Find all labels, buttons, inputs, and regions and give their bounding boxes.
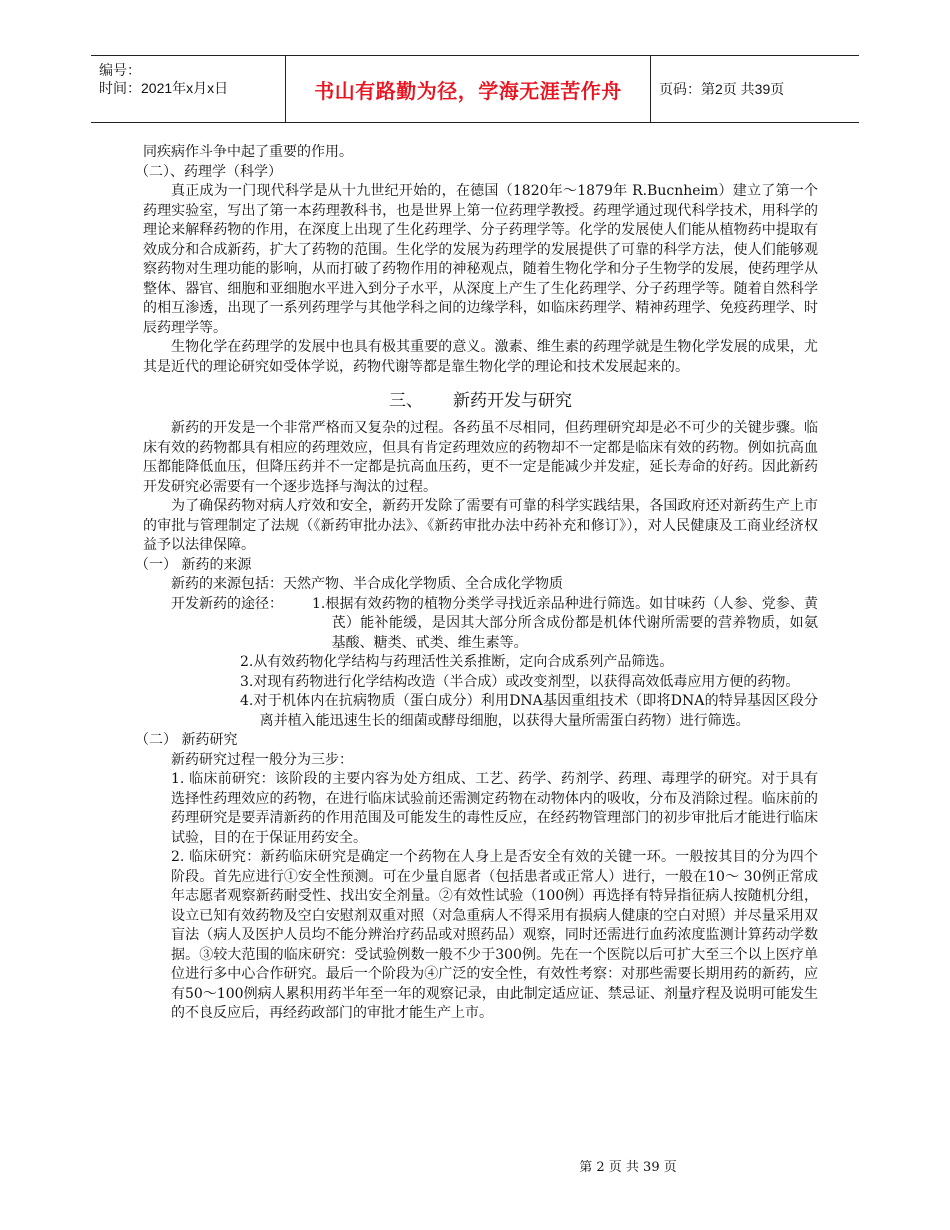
paragraph: 2. 临床研究：新药临床研究是确定一个药物在人身上是否安全有效的关键一环。一般按其目的分为四个阶段。首先应进行①安全性预测。可在少量自愿者（包括患者或正常人）进行，一般在10～ 30例正常成年志愿者观察新药耐受性、找出安全剂量。②有效性试验（100例）再选择有特异指征病人按随机分组，设立已知有效药物及空白安慰剂双重对照（对急重病人不得采用有损病人健康的空白对照）并尽量采用双盲法（病人及医护人员均不能分辨治疗药品或对照药品）观察，同时还需进行血药浓度监测计算药动学数据。③较大范围的临床研究：受试验例数一般不少于300例。先在一个医院以后可扩大至三个以上医疗单位进行多中心合作研究。最后一个阶段为④广泛的安全性，有效性考察：对那些需要长期用药的新药，应有50～100例病人累积用药半年至一年的观察记录，由此制定适应证、禁忌证、剂量疗程及说明可能发生的不良反应后，再经药政部门的审批才能生产上市。 — [171, 849, 818, 1021]
route-list — [143, 653, 818, 731]
header-motto: 书山有路勤为径，学海无涯苦作舟 — [286, 56, 651, 122]
route-item: 4.对于机体内在抗病物质（蛋白成分）利用DNA基因重组技术（即将DNA的特异基因区段分离并植入能迅速生长的细菌或酵母细胞，以获得大量所需蛋白药物）进行筛选。 — [240, 693, 818, 729]
header-page-info: 页码：第2页 共39页 — [659, 81, 785, 97]
paragraph: 1. 临床前研究：该阶段的主要内容为处方组成、工艺、药学、药剂学、药理、毒理学的研究。对于具有选择性药理效应的药物，在进行临床试验前还需测定药物在动物体内的吸收，分布及消除过程。临床前的药理研究是要弄清新药的作用范围及可能发生的毒性反应，在经药物管理部门的初步审批后才能进行临床试验，目的在于保证用药安全。 — [171, 771, 818, 846]
paragraph: 新药研究过程一般分为三步： — [171, 751, 353, 768]
chapter-title: 新药开发与研究 — [453, 391, 572, 411]
paragraph: 生物化学在药理学的发展中也具有极其重要的意义。激素、维生素的药理学就是生物化学发展的成果，尤其是近代的理论研究如受体学说，药物代谢等都是靠生物化学的理论和技术发展起来的。 — [143, 339, 818, 375]
document-body — [135, 143, 818, 1024]
page-header — [91, 55, 859, 123]
section-heading-drug-sources: （一） 新药的来源 — [135, 556, 252, 573]
header-left-cell — [91, 56, 286, 122]
paragraph: 同疾病作斗争中起了重要的作用。 — [143, 144, 353, 160]
section-heading-drug-research: （二） 新药研究 — [135, 732, 238, 748]
paragraph: 新药的来源包括：天然产物、半合成化学物质、全合成化学物质 — [171, 576, 563, 592]
document-date: 时间：2021年x月x日 — [99, 80, 229, 96]
page-footer: 第 2 页 共 39 页 — [579, 1160, 677, 1175]
paragraph: 新药的开发是一个非常严格而又复杂的过程。各药虽不尽相同，但药理研究却是必不可少的关键步骤。临床有效的药物都具有相应的药理效应，但具有肯定药理效应的药物却不一定都是临床有效的药物。例如抗高血压都能降低血压，但降压药并不一定都是抗高血压药，更不一定是能减少并发症，延长寿命的好药。因此新药开发研究必需要有一个逐步选择与淘汰的过程。 — [143, 420, 818, 495]
routes-label: 开发新药的途径： — [171, 595, 283, 612]
paragraph: 真正成为一门现代科学是从十九世纪开始的，在德国（1820年～1879年 R.Bucnheim）建立了第一个药理实验室，写出了第一本药理教科书，也是世界上第一位药理学教授。药理学通过现代科学技术，用科学的理论来解释药物的作用，在深度上出现了生化药理学、分子药理学等。化学的发展使人们能从植物药中提取有效成分和合成新药，扩大了药物的范围。生化学的发展为药理学的发展提供了可靠的科学方法，使人们能够观察药物对生理功能的影响，从而打破了药物作用的神秘观点，随着生物化学和分子生物学的发展，使药理学从整体、器官、细胞和亚细胞水平进入到分子水平，从深度上产生了生化药理学、分子药理学等。随着自然科学的相互渗透，出现了一系列药理学与其他学科之间的边缘学科，如临床药理学、精神药理学、免疫药理学、时辰药理学等。 — [143, 183, 818, 336]
paragraph: 为了确保药物对病人疗效和安全，新药开发除了需要有可靠的科学实践结果，各国政府还对新药生产上市的审批与管理制定了法规（《新药审批办法》、《新药审批办法中药补充和修订》），对人民健康及工商业经济权益予以法律保障。 — [143, 498, 818, 553]
route-item: 1.根据有效药物的植物分类学寻找近亲品种进行筛选。如甘味药（人参、党参、黄芪）能补能缓，是因其大部分所含成份都是机体代谢所需要的营养物质，如氨基酸、糖类、甙类、维生素等。 — [312, 595, 818, 651]
chapter-heading — [143, 389, 818, 413]
chapter-number: 三、 — [389, 391, 423, 411]
document-number-label: 编号： — [99, 62, 141, 78]
route-item: 2.从有效药物化学结构与药理活性关系推断，定向合成系列产品筛选。 — [240, 654, 674, 670]
development-routes — [143, 595, 818, 654]
route-item: 3.对现有药物进行化学结构改造（半合成）或改变剂型，以获得高效低毒应用方便的药物。 — [240, 673, 800, 690]
section-heading-pharmacology: （二）、药理学（科学） — [135, 163, 282, 180]
